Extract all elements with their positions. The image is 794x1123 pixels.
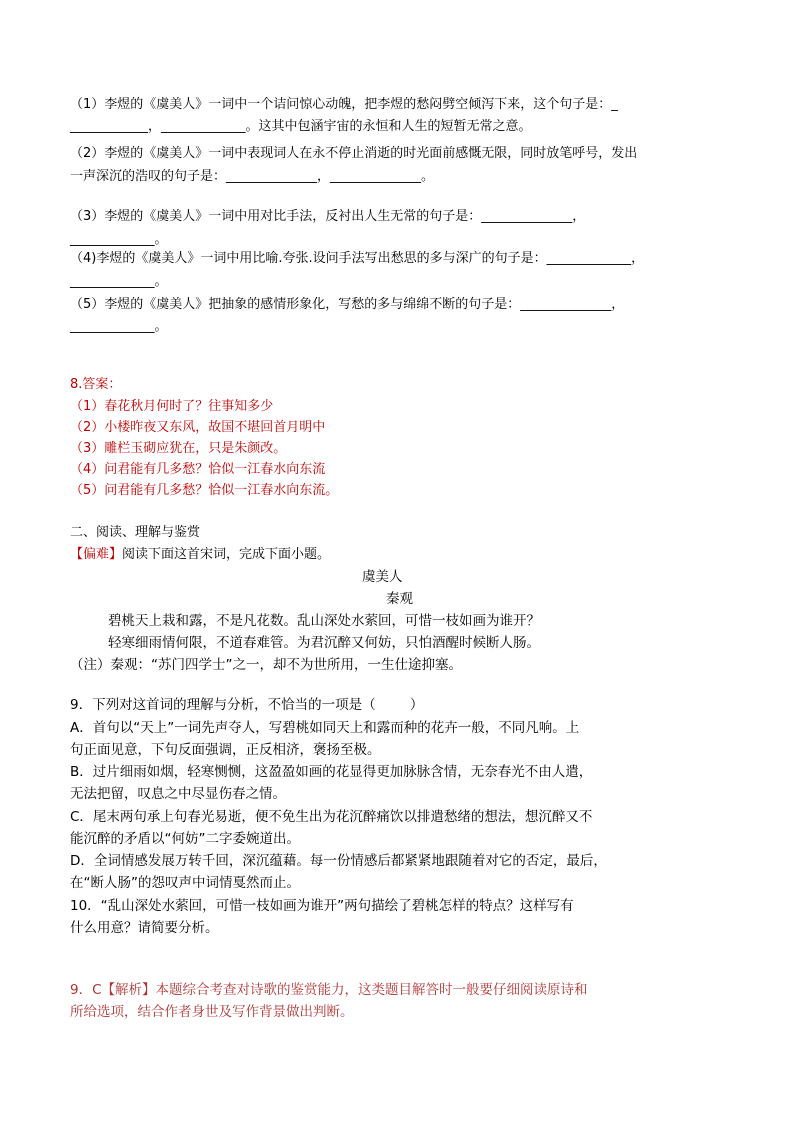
q9-stem: 9．下列对这首词的理解与分析，不恰当的一项是（ ） bbox=[70, 697, 424, 713]
q9-option-d-line-1: D．全词情感发展万转千回，深沉蕴藉。每一份情感后都紧紧地跟随着对它的否定，最后， bbox=[70, 853, 607, 869]
answer8-item-1: （1）春花秋月何时了？往事知多少 bbox=[70, 399, 274, 414]
q10-line-1: 10．“乱山深处水萦回，可惜一枝如画为谁开”两句描绘了碧桃怎样的特点？这样写有 bbox=[70, 898, 574, 914]
q9-option-b-line-2: 无法把留，叹息之中尽显伤春之情。 bbox=[70, 786, 286, 802]
q9-option-d-line-2: 在“断人肠”的怨叹声中词情戛然而止。 bbox=[70, 875, 300, 891]
q8-line-3: （2）李煜的《虞美人》一词中表现词人在永不停止消逝的时光面前感慨无限，同时放笔呼号，发出 bbox=[70, 146, 638, 161]
section2-intro: 阅读下面这首宋词，完成下面小题。 bbox=[122, 547, 331, 562]
answer8-item-5: （5）问君能有几多愁？恰似一江春水向东流。 bbox=[70, 483, 339, 498]
q8-line-5: （3）李煜的《虞美人》一词中用对比手法，反衬出人生无常的句子是：______________， bbox=[70, 209, 586, 224]
q9-option-c-line-2: 能沉醉的矛盾以“何妨”二字委婉道出。 bbox=[70, 831, 300, 847]
difficulty-tag: 【偏难】 bbox=[70, 547, 123, 562]
poem-line-1: 碧桃天上栽和露，不是凡花数。乱山深处水萦回，可惜一枝如画为谁开？ bbox=[108, 613, 540, 629]
answer8-item-2: （2）小楼昨夜又东风，故国不堪回首月明中 bbox=[70, 420, 326, 435]
q8-line-9: （5）李煜的《虞美人》把抽象的感情形象化，写愁的多与绵绵不断的句子是：______________， bbox=[70, 297, 625, 312]
q8-line-2: ____________，_____________。这其中包涵宇宙的永恒和人生的短暂无常之意。 bbox=[70, 119, 532, 134]
section2-heading: 二、阅读、理解与鉴赏 bbox=[70, 525, 201, 540]
q10-line-2: 什么用意？请简要分析。 bbox=[70, 920, 219, 936]
q8-line-4: 一声深沉的浩叹的句子是：______________，______________。 bbox=[70, 169, 435, 184]
poem-author: 秦观 bbox=[386, 591, 413, 607]
answer8-heading: 8.答案： bbox=[70, 377, 122, 392]
q8-line-6: _____________。 bbox=[70, 232, 168, 247]
answer8-item-4: （4）问君能有几多愁？恰似一江春水向东流 bbox=[70, 462, 326, 477]
poem-line-2: 轻寒细雨情何限，不道春难管。为君沉醉又何妨，只怕酒醒时候断人肠。 bbox=[108, 635, 540, 651]
q9-option-a-line-2: 句正面见意，下句反面强调，正反相济，褒扬至极。 bbox=[70, 742, 381, 758]
q8-line-10: _____________。 bbox=[70, 319, 168, 334]
q9-option-c-line-1: C．尾末两句承上句春光易逝，便不免生出为花沉醉痛饮以排遣愁绪的想法，想沉醉又不 bbox=[70, 809, 593, 825]
section2-intro-line bbox=[70, 546, 330, 564]
q9-option-b-line-1: B．过片细雨如烟，轻寒恻恻，这盈盈如画的花显得更加脉脉含情，无奈春光不由人遣， bbox=[70, 764, 593, 780]
poem-note: （注）秦观：“苏门四学士”之一，却不为世所用，一生仕途抑塞。 bbox=[70, 657, 462, 673]
q8-line-7: （4)李煜的《虞美人》一词中用比喻.夸张.设问手法写出愁思的多与深广的句子是：_____________， bbox=[70, 251, 645, 266]
answer9-line-1: 9．C【解析】本题综合考查对诗歌的鉴赏能力，这类题目解答时一般要仔细阅读原诗和 bbox=[70, 982, 588, 998]
q9-option-a-line-1: A．首句以“天上”一词先声夺人，写碧桃如同天上和露而种的花卉一般，不同凡响。上 bbox=[70, 720, 580, 736]
answer9-line-2: 所给选项，结合作者身世及写作背景做出判断。 bbox=[70, 1004, 354, 1020]
q8-line-8: _____________。 bbox=[70, 274, 168, 289]
answer8-item-3: （3）雕栏玉砌应犹在，只是朱颜改。 bbox=[70, 441, 287, 456]
poem-title: 虞美人 bbox=[362, 569, 403, 585]
q8-line-1: （1）李煜的《虞美人》一词中一个诘问惊心动魄，把李煜的愁闷劈空倾泻下来，这个句子是：_ bbox=[70, 97, 618, 112]
